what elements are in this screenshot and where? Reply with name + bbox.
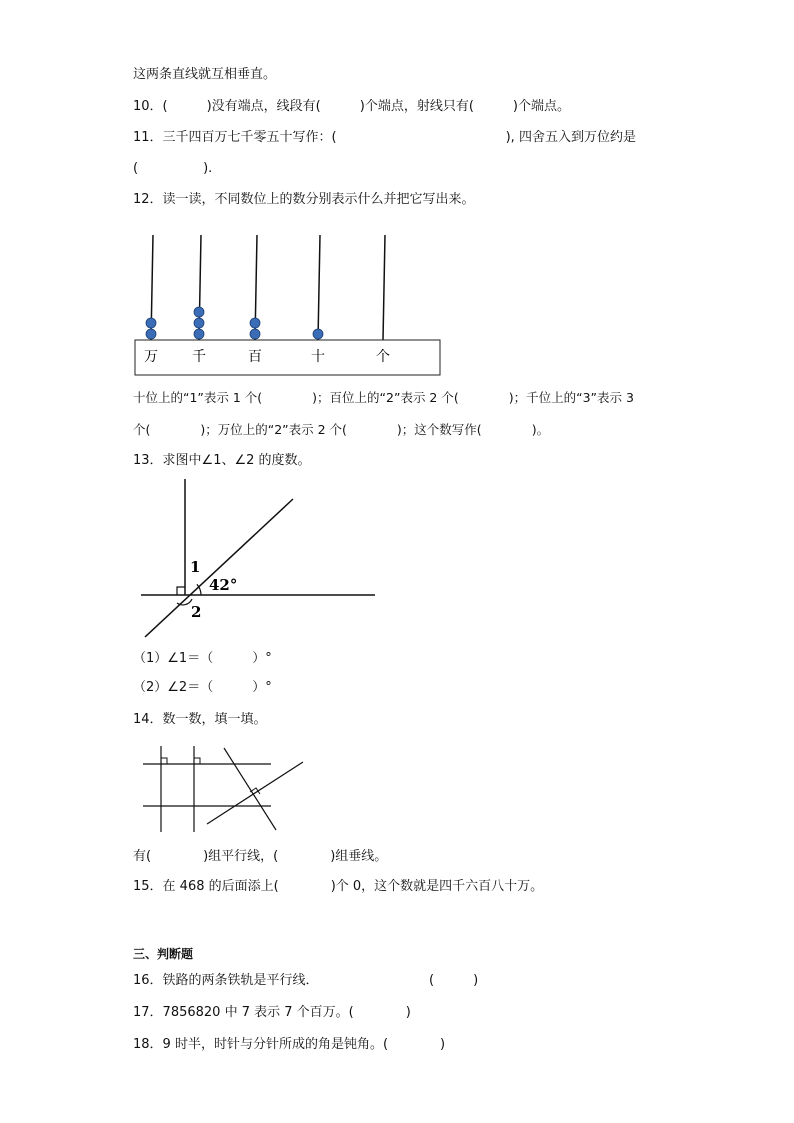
question-11-answer-line: ( ). — [133, 161, 213, 176]
question-12-fill-a: 十位上的“1”表示 1 个( )；百位上的“2”表示 2 个( )；千位上的“3”表示 3 — [133, 390, 634, 405]
abacus-bead — [194, 307, 204, 317]
question-14: 14．数一数，填一填。 — [133, 712, 267, 727]
question-12: 12．读一读，不同数位上的数分别表示什么并把它写出来。 — [133, 192, 475, 207]
abacus-bead — [146, 318, 156, 328]
lines-figure — [133, 742, 308, 837]
angle-label-2: 2 — [191, 603, 202, 621]
right-angle-mark-right — [194, 758, 200, 764]
question-18: 18．9 时半，时针与分针所成的角是钝角。( ) — [133, 1037, 446, 1052]
question-13-part-2: （2）∠2＝（ ）° — [133, 680, 272, 695]
question-10: 10．( )没有端点，线段有( )个端点，射线只有( )个端点。 — [133, 99, 570, 114]
abacus-bead — [146, 329, 156, 339]
angle-label-42: 42° — [209, 576, 238, 594]
right-angle-mark-left — [161, 758, 167, 764]
abacus-bead — [250, 318, 260, 328]
angle-figure — [133, 475, 383, 645]
angle-label-1: 1 — [190, 558, 201, 576]
question-11: 11．三千四百万七千零五十写作：( ), 四舍五入到万位约是 — [133, 130, 636, 145]
question-17: 17．7856820 中 7 表示 7 个百万。( ) — [133, 1005, 411, 1020]
question-15: 15．在 468 的后面添上( )个 0，这个数就是四千六百八十万。 — [133, 879, 544, 894]
question-14-fill: 有( )组平行线，( )组垂线。 — [133, 849, 388, 864]
abacus-bead — [250, 329, 260, 339]
oblique-line-a — [224, 748, 276, 830]
abacus-place-label: 千 — [192, 349, 206, 365]
abacus-place-label: 十 — [311, 349, 325, 365]
abacus-bead — [194, 318, 204, 328]
abacus-rods — [146, 235, 385, 340]
question-16: 16．铁路的两条铁轨是平行线． ( ) — [133, 973, 479, 988]
q9-tail-text: 这两条直线就互相垂直。 — [133, 67, 277, 82]
abacus-bead — [194, 329, 204, 339]
question-12-fill-b: 个( )；万位上的“2”表示 2 个( )；这个数写作( )。 — [133, 422, 550, 437]
question-13-part-1: （1）∠1＝（ ）° — [133, 651, 272, 666]
abacus-frame — [135, 340, 440, 375]
oblique-line-b — [207, 762, 303, 824]
section-3-heading: 三、判断题 — [133, 947, 194, 961]
oblique-line — [145, 499, 293, 637]
abacus-rod — [318, 235, 320, 340]
abacus-bead — [313, 329, 323, 339]
question-13: 13．求图中∠1、∠2 的度数。 — [133, 453, 311, 468]
abacus-figure — [133, 230, 443, 375]
abacus-place-labels — [144, 349, 390, 365]
abacus-place-label: 万 — [144, 349, 158, 365]
abacus-place-label: 百 — [248, 349, 262, 365]
abacus-rod — [383, 235, 385, 340]
right-angle-mark — [177, 587, 185, 595]
abacus-place-label: 个 — [376, 349, 390, 365]
